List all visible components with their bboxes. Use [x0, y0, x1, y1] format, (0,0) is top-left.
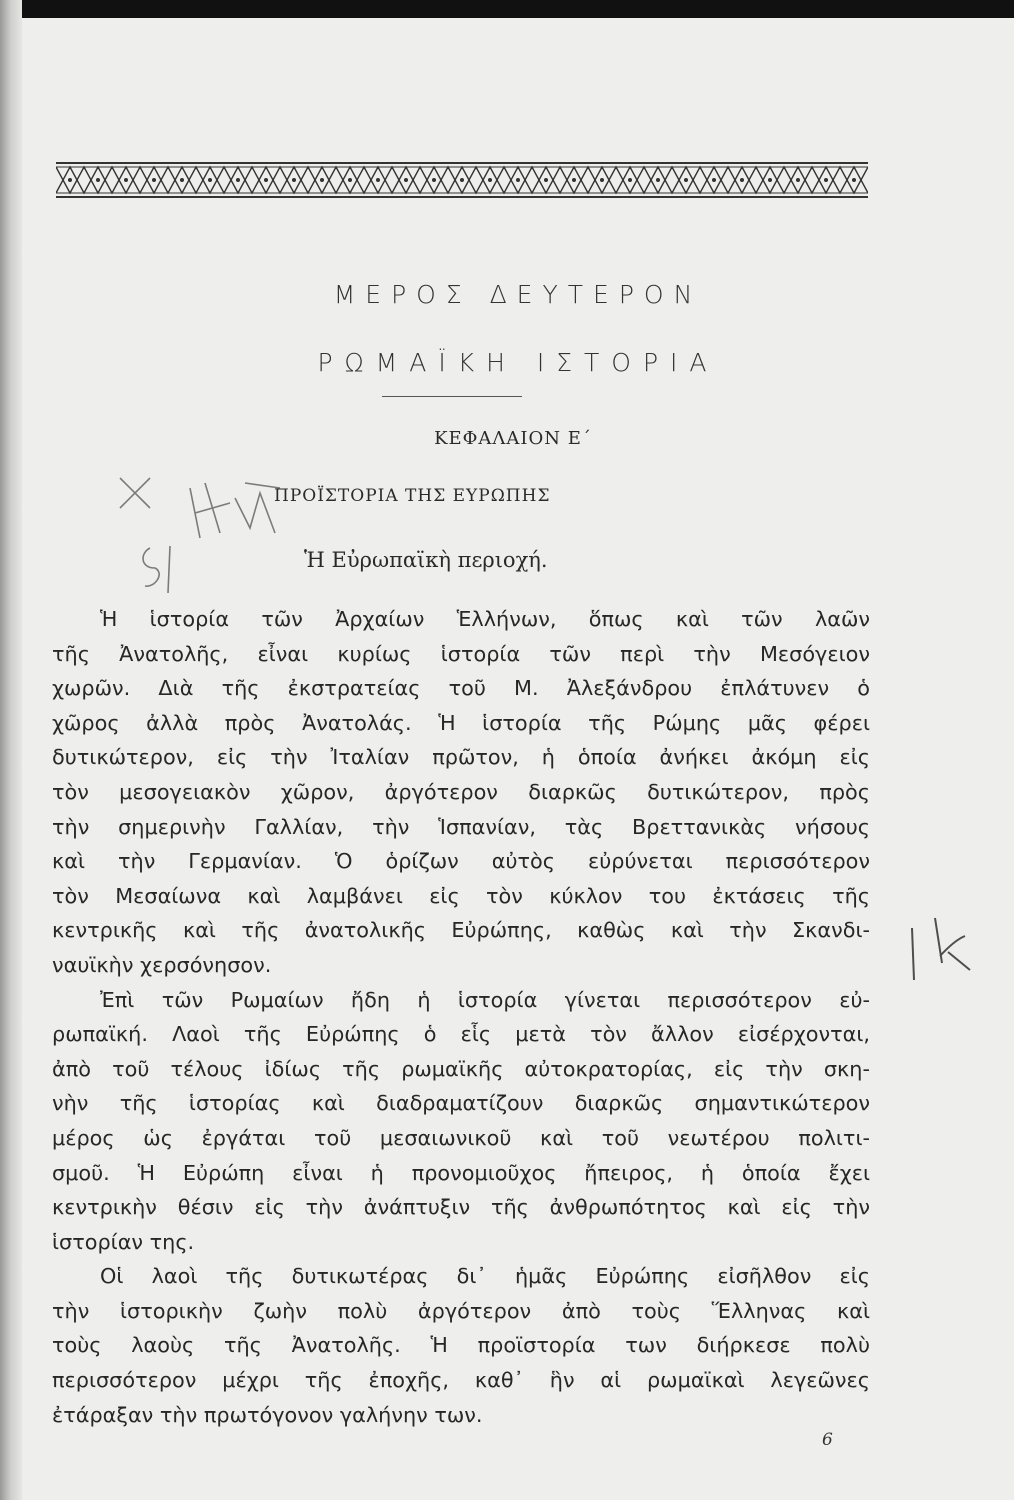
text-line: καὶ τὴν Γερμανίαν. Ὁ ὁρίζων αὐτὸς εὐρύνεται περισσότερον — [52, 849, 870, 874]
text-line: ρωπαϊκή. Λαοὶ τῆς Εὐρώπης ὁ εἷς μετὰ τὸν ἄλλον εἰσέρχονται, — [52, 1022, 870, 1047]
text-line: ναυϊκὴν χερσόνησον. — [52, 952, 272, 977]
text-line: Ἡ ἱστορία τῶν Ἀρχαίων Ἑλλήνων, ὅπως καὶ τῶν λαῶν — [100, 607, 870, 631]
text-line: χῶρος ἀλλὰ πρὸς Ἀνατολάς. Ἡ ἱστορία τῆς Ρώμης μᾶς φέρει — [52, 710, 870, 735]
chapter-title: ΠΡΟΪΣΤΟΡΙΑ ΤΗΣ ΕΥΡΩΠΗΣ — [274, 486, 551, 506]
decorative-border-ornament — [56, 160, 868, 200]
text-line: ἱστορίαν της. — [52, 1229, 195, 1254]
text-line: περισσότερον μέχρι τῆς ἐποχῆς, καθ᾿ ἣν αἱ ρωμαϊκαὶ λεγεῶνες — [52, 1368, 870, 1393]
text-line: μέρος ὡς ἐργάται τοῦ μεσαιωνικοῦ καὶ τοῦ νεωτέρου πολιτι- — [52, 1125, 870, 1150]
pencil-annotation-right — [900, 908, 990, 988]
text-line: τὸν μεσογειακὸν χῶρον, ἀργότερον διαρκῶς δυτικώτερον, πρὸς — [52, 779, 870, 804]
text-line: τὸν Μεσαίωνα καὶ λαμβάνει εἰς τὸν κύκλον του ἐκτάσεις τῆς — [52, 883, 870, 908]
page-number: 6 — [822, 1430, 833, 1450]
text-line: σμοῦ. Ἡ Εὐρώπη εἶναι ἡ προνομιοῦχος ἤπειρος, ἡ ὁποία ἔχει — [52, 1160, 870, 1185]
text-line: Οἱ λαοὶ τῆς δυτικωτέρας δι᾿ ἡμᾶς Εὐρώπης εἰσῆλθον εἰς — [100, 1264, 870, 1289]
text-line: κεντρικῆς καὶ τῆς ἀνατολικῆς Εὐρώπης, καθὼς καὶ τὴν Σκανδι- — [52, 918, 870, 943]
text-line: ἐτάραξαν τὴν πρωτόγονον γαλήνην των. — [52, 1402, 483, 1427]
text-line: τὴν σημερινὴν Γαλλίαν, τὴν Ἱσπανίαν, τὰς Βρεττανικὰς νήσους — [52, 814, 870, 839]
section-title: Ἡ Εὐρωπαϊκὴ περιοχή. — [304, 548, 548, 572]
text-line: δυτικώτερον, εἰς τὴν Ἰταλίαν πρῶτον, ἡ ὁποία ἀνήκει ἀκόμη εἰς — [52, 745, 870, 770]
text-line: χωρῶν. Διὰ τῆς ἐκστρατείας τοῦ Μ. Ἀλεξάνδρου ἐπλάτυνεν ὁ — [52, 676, 870, 701]
top-shadow — [0, 0, 1014, 18]
book-gutter — [0, 0, 22, 1500]
text-line: ἀπὸ τοῦ τέλους ἰδίως τῆς ρωμαϊκῆς αὐτοκρατορίας, εἰς τὴν σκη- — [52, 1056, 870, 1081]
text-line: νὴν τῆς ἱστορίας καὶ διαδραματίζουν διαρκῶς σημαντικώτερον — [52, 1091, 870, 1116]
text-line: κεντρικὴν θέσιν εἰς τὴν ἀνάπτυξιν τῆς ἀνθρωπότητος καὶ εἰς τὴν — [52, 1195, 870, 1220]
text-line: τὴν ἱστορικὴν ζωὴν πολὺ ἀργότερον ἀπὸ τοὺς Ἕλληνας καὶ — [52, 1298, 870, 1323]
book-page — [22, 18, 1014, 1500]
text-line: τῆς Ἀνατολῆς, εἶναι κυρίως ἱστορία τῶν περὶ τὴν Μεσόγειον — [52, 641, 870, 666]
body-text — [52, 602, 870, 1432]
chapter-heading: ΚΕΦΑΛΑΙΟΝ Ε΄ — [434, 428, 592, 449]
text-line: τοὺς λαοὺς τῆς Ἀνατολῆς. Ἡ προϊστορία των διήρκεσε πολὺ — [52, 1333, 870, 1358]
text-line: Ἐπὶ τῶν Ρωμαίων ἤδη ἡ ἱστορία γίνεται περισσότερον εὐ- — [100, 987, 870, 1012]
part-title: ΜΕΡΟΣ ΔΕΥΤΕΡΟΝ — [333, 280, 703, 309]
title-divider — [382, 396, 522, 397]
book-title: ΡΩΜΑΪΚΗ ΙΣΤΟΡΙΑ — [317, 348, 719, 377]
